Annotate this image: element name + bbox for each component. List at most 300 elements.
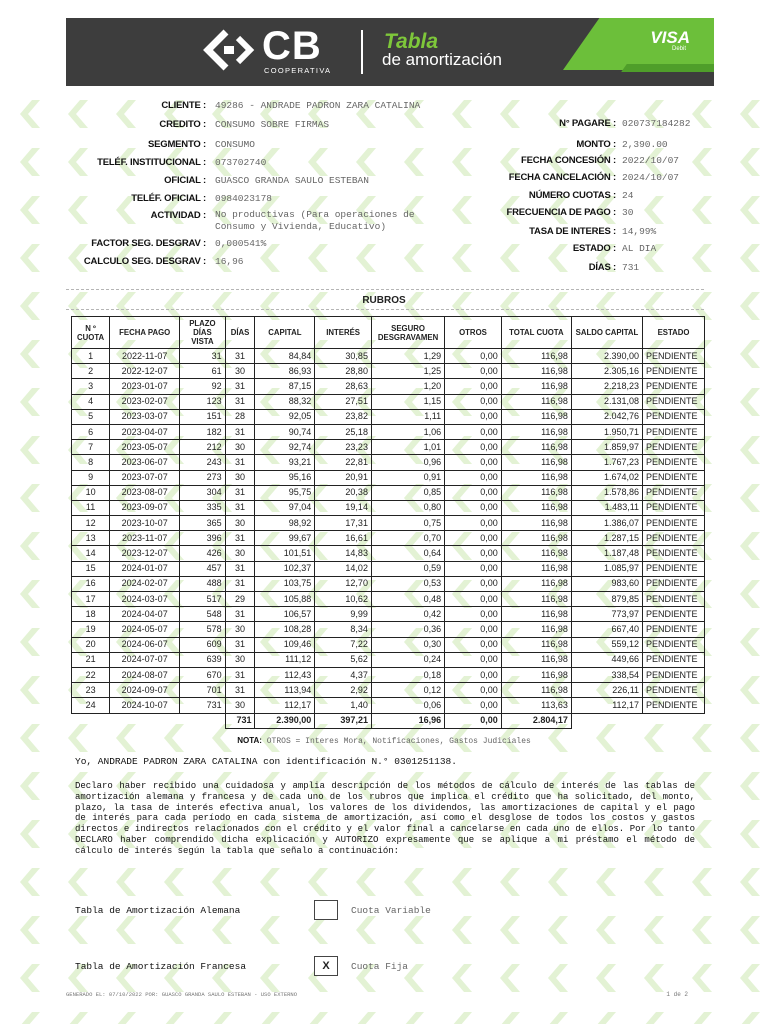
cell-plazo: 548 bbox=[180, 607, 225, 622]
label-oficial: OFICIAL : bbox=[164, 175, 206, 186]
table-row bbox=[72, 424, 705, 439]
cell-plazo: 426 bbox=[180, 546, 225, 561]
cell-saldo: 338,54 bbox=[571, 667, 642, 682]
cell-saldo: 2.218,23 bbox=[571, 379, 642, 394]
cell-seguro: 0,24 bbox=[371, 652, 444, 667]
cell-saldo: 2.131,08 bbox=[571, 394, 642, 409]
header-estado: ESTADO bbox=[643, 317, 705, 349]
cell-saldo: 2.042,76 bbox=[571, 409, 642, 424]
cell-capital: 90,74 bbox=[255, 424, 315, 439]
cell-dias: 30 bbox=[225, 470, 255, 485]
cell-interes: 20,38 bbox=[315, 485, 372, 500]
cell-fecha: 2022-12-07 bbox=[110, 364, 180, 379]
table-row bbox=[72, 622, 705, 637]
header-dias: DÍAS bbox=[225, 317, 255, 349]
cell-cuota: 15 bbox=[72, 561, 110, 576]
cell-saldo: 1.287,15 bbox=[571, 531, 642, 546]
cell-seguro: 0,42 bbox=[371, 607, 444, 622]
cell-interes: 19,14 bbox=[315, 500, 372, 515]
amortization-table bbox=[71, 316, 705, 729]
label-pagare: N° PAGARE : bbox=[559, 118, 616, 129]
cell-fecha: 2024-05-07 bbox=[110, 622, 180, 637]
table-row bbox=[72, 500, 705, 515]
cell-capital: 101,51 bbox=[255, 546, 315, 561]
cell-seguro: 0,91 bbox=[371, 470, 444, 485]
cell-otros: 0,00 bbox=[445, 409, 502, 424]
cell-total: 116,98 bbox=[501, 349, 571, 364]
cell-cuota: 10 bbox=[72, 485, 110, 500]
value-fecha-cancelacion: 2024/10/07 bbox=[622, 172, 680, 183]
cell-total: 116,98 bbox=[501, 485, 571, 500]
cell-plazo: 304 bbox=[180, 485, 225, 500]
cell-cuota: 8 bbox=[72, 455, 110, 470]
cell-dias: 31 bbox=[225, 607, 255, 622]
label-frecuencia-pago: FRECUENCIA DE PAGO : bbox=[506, 207, 616, 218]
cell-fecha: 2023-12-07 bbox=[110, 546, 180, 561]
header-saldo: SALDO CAPITAL bbox=[571, 317, 642, 349]
cell-estado: PENDIENTE bbox=[643, 394, 705, 409]
cell-seguro: 1,20 bbox=[371, 379, 444, 394]
cell-cuota: 13 bbox=[72, 531, 110, 546]
page-title-line1: Tabla bbox=[384, 30, 439, 53]
table-note bbox=[0, 736, 768, 746]
cell-capital: 87,15 bbox=[255, 379, 315, 394]
cell-estado: PENDIENTE bbox=[643, 637, 705, 652]
label-monto: MONTO : bbox=[576, 139, 616, 150]
cb-logo-icon bbox=[198, 28, 258, 76]
cell-fecha: 2024-04-07 bbox=[110, 607, 180, 622]
cell-fecha: 2024-09-07 bbox=[110, 683, 180, 698]
cell-total: 116,98 bbox=[501, 683, 571, 698]
cell-total: 116,98 bbox=[501, 500, 571, 515]
cell-estado: PENDIENTE bbox=[643, 470, 705, 485]
cell-plazo: 670 bbox=[180, 667, 225, 682]
label-telefono-oficial: TELÉF. OFICIAL : bbox=[131, 193, 206, 204]
cell-capital: 103,75 bbox=[255, 576, 315, 591]
table-row bbox=[72, 698, 705, 713]
table-row bbox=[72, 607, 705, 622]
cell-otros: 0,00 bbox=[445, 546, 502, 561]
cell-seguro: 0,75 bbox=[371, 516, 444, 531]
cell-estado: PENDIENTE bbox=[643, 652, 705, 667]
cell-capital: 112,17 bbox=[255, 698, 315, 713]
cell-otros: 0,00 bbox=[445, 440, 502, 455]
option-desc-alemana: Cuota Variable bbox=[351, 905, 431, 916]
cell-interes: 1,40 bbox=[315, 698, 372, 713]
total-seguro: 16,96 bbox=[371, 713, 444, 728]
table-row bbox=[72, 652, 705, 667]
cell-cuota: 18 bbox=[72, 607, 110, 622]
cell-plazo: 365 bbox=[180, 516, 225, 531]
cell-saldo: 1.483,11 bbox=[571, 500, 642, 515]
cell-plazo: 61 bbox=[180, 364, 225, 379]
cell-interes: 12,70 bbox=[315, 576, 372, 591]
section-title-rubros: RUBROS bbox=[362, 295, 406, 306]
cell-total: 116,98 bbox=[501, 516, 571, 531]
option-checkbox-francesa[interactable]: X bbox=[314, 956, 338, 976]
cell-plazo: 578 bbox=[180, 622, 225, 637]
cell-seguro: 0,48 bbox=[371, 592, 444, 607]
value-actividad: No productivas (Para operaciones de Consumo y Vivienda, Educativo) bbox=[215, 209, 415, 232]
cell-capital: 88,32 bbox=[255, 394, 315, 409]
cell-dias: 30 bbox=[225, 698, 255, 713]
cell-otros: 0,00 bbox=[445, 622, 502, 637]
header-banner bbox=[66, 18, 714, 86]
cell-interes: 27,51 bbox=[315, 394, 372, 409]
cell-total: 113,63 bbox=[501, 698, 571, 713]
cell-estado: PENDIENTE bbox=[643, 349, 705, 364]
cell-total: 116,98 bbox=[501, 622, 571, 637]
cell-total: 116,98 bbox=[501, 667, 571, 682]
cell-estado: PENDIENTE bbox=[643, 561, 705, 576]
value-credito: CONSUMO SOBRE FIRMAS bbox=[215, 119, 330, 130]
table-row bbox=[72, 683, 705, 698]
table-row bbox=[72, 576, 705, 591]
table-row bbox=[72, 349, 705, 364]
cell-interes: 5,62 bbox=[315, 652, 372, 667]
cell-plazo: 731 bbox=[180, 698, 225, 713]
value-tasa-interes: 14,99% bbox=[622, 226, 657, 237]
cell-cuota: 1 bbox=[72, 349, 110, 364]
cell-total: 116,98 bbox=[501, 424, 571, 439]
cell-saldo: 879,85 bbox=[571, 592, 642, 607]
header-total: TOTAL CUOTA bbox=[501, 317, 571, 349]
total-empty-cell bbox=[72, 713, 110, 728]
cell-capital: 97,04 bbox=[255, 500, 315, 515]
cell-plazo: 457 bbox=[180, 561, 225, 576]
cell-seguro: 0,80 bbox=[371, 500, 444, 515]
cell-fecha: 2023-11-07 bbox=[110, 531, 180, 546]
cell-fecha: 2022-11-07 bbox=[110, 349, 180, 364]
cell-saldo: 559,12 bbox=[571, 637, 642, 652]
cell-dias: 31 bbox=[225, 455, 255, 470]
total-empty-cell bbox=[180, 713, 225, 728]
table-row bbox=[72, 592, 705, 607]
cell-otros: 0,00 bbox=[445, 364, 502, 379]
value-segmento: CONSUMO bbox=[215, 139, 255, 150]
cell-seguro: 0,64 bbox=[371, 546, 444, 561]
cell-seguro: 0,12 bbox=[371, 683, 444, 698]
footer-generated: GENERADO EL: 07/10/2022 POR: GUASCO GRANDA SAULO ESTEBAN - USO EXTERNO bbox=[66, 991, 298, 998]
cell-dias: 30 bbox=[225, 440, 255, 455]
cell-capital: 106,57 bbox=[255, 607, 315, 622]
cell-otros: 0,00 bbox=[445, 394, 502, 409]
cell-saldo: 1.085,97 bbox=[571, 561, 642, 576]
cell-plazo: 212 bbox=[180, 440, 225, 455]
cell-dias: 31 bbox=[225, 531, 255, 546]
cell-capital: 98,92 bbox=[255, 516, 315, 531]
total-empty-cell bbox=[110, 713, 180, 728]
declaration-intro: Yo, ANDRADE PADRON ZARA CATALINA con identificación N.° 0301251138. bbox=[75, 756, 457, 767]
total-empty-cell bbox=[643, 713, 705, 728]
label-fecha-concesion: FECHA CONCESIÓN : bbox=[521, 155, 616, 166]
label-numero-cuotas: NÚMERO CUOTAS : bbox=[528, 190, 616, 201]
cell-seguro: 0,30 bbox=[371, 637, 444, 652]
value-frecuencia-pago: 30 bbox=[622, 207, 634, 218]
table-row bbox=[72, 440, 705, 455]
cell-cuota: 21 bbox=[72, 652, 110, 667]
cell-dias: 31 bbox=[225, 424, 255, 439]
cell-saldo: 449,66 bbox=[571, 652, 642, 667]
cell-plazo: 182 bbox=[180, 424, 225, 439]
cell-estado: PENDIENTE bbox=[643, 379, 705, 394]
cell-interes: 22,81 bbox=[315, 455, 372, 470]
cell-cuota: 24 bbox=[72, 698, 110, 713]
value-telefono-oficial: 0984023178 bbox=[215, 193, 273, 204]
value-pagare: 020737184282 bbox=[622, 118, 691, 129]
cell-capital: 93,21 bbox=[255, 455, 315, 470]
cell-saldo: 1.187,48 bbox=[571, 546, 642, 561]
cell-seguro: 1,11 bbox=[371, 409, 444, 424]
visa-band bbox=[563, 18, 714, 70]
cell-dias: 31 bbox=[225, 576, 255, 591]
cell-estado: PENDIENTE bbox=[643, 485, 705, 500]
cell-interes: 23,23 bbox=[315, 440, 372, 455]
cell-interes: 8,34 bbox=[315, 622, 372, 637]
label-segmento: SEGMENTO : bbox=[148, 139, 206, 150]
cell-interes: 25,18 bbox=[315, 424, 372, 439]
table-row bbox=[72, 546, 705, 561]
cell-saldo: 1.767,23 bbox=[571, 455, 642, 470]
cell-saldo: 1.386,07 bbox=[571, 516, 642, 531]
cell-dias: 31 bbox=[225, 667, 255, 682]
cell-cuota: 2 bbox=[72, 364, 110, 379]
cell-total: 116,98 bbox=[501, 607, 571, 622]
cell-fecha: 2024-01-07 bbox=[110, 561, 180, 576]
cell-seguro: 0,70 bbox=[371, 531, 444, 546]
header-interes: INTERÉS bbox=[315, 317, 372, 349]
table-row bbox=[72, 364, 705, 379]
cell-interes: 4,37 bbox=[315, 667, 372, 682]
total-total: 2.804,17 bbox=[501, 713, 571, 728]
cell-fecha: 2023-07-07 bbox=[110, 470, 180, 485]
cell-plazo: 517 bbox=[180, 592, 225, 607]
cell-plazo: 396 bbox=[180, 531, 225, 546]
cell-estado: PENDIENTE bbox=[643, 364, 705, 379]
cell-dias: 30 bbox=[225, 546, 255, 561]
label-credito: CREDITO : bbox=[159, 119, 206, 130]
table-row bbox=[72, 485, 705, 500]
cell-plazo: 31 bbox=[180, 349, 225, 364]
cell-capital: 109,46 bbox=[255, 637, 315, 652]
cell-seguro: 1,25 bbox=[371, 364, 444, 379]
cell-seguro: 0,06 bbox=[371, 698, 444, 713]
cell-dias: 31 bbox=[225, 683, 255, 698]
label-telefono-institucional: TELÉF. INSTITUCIONAL : bbox=[97, 157, 206, 168]
cell-otros: 0,00 bbox=[445, 592, 502, 607]
cell-capital: 86,93 bbox=[255, 364, 315, 379]
cell-saldo: 983,60 bbox=[571, 576, 642, 591]
cell-saldo: 112,17 bbox=[571, 698, 642, 713]
table-row bbox=[72, 637, 705, 652]
cell-dias: 31 bbox=[225, 394, 255, 409]
total-otros: 0,00 bbox=[445, 713, 502, 728]
cell-plazo: 243 bbox=[180, 455, 225, 470]
cell-dias: 30 bbox=[225, 364, 255, 379]
table-row bbox=[72, 561, 705, 576]
value-factor-seguro: 0,000541% bbox=[215, 238, 267, 249]
value-dias: 731 bbox=[622, 262, 640, 273]
cell-dias: 30 bbox=[225, 652, 255, 667]
label-fecha-cancelacion: FECHA CANCELACIÓN : bbox=[508, 172, 616, 183]
cell-interes: 28,63 bbox=[315, 379, 372, 394]
footer-page-number: 1 de 2 bbox=[666, 991, 688, 998]
cell-capital: 102,37 bbox=[255, 561, 315, 576]
cell-estado: PENDIENTE bbox=[643, 667, 705, 682]
cell-capital: 113,94 bbox=[255, 683, 315, 698]
cell-total: 116,98 bbox=[501, 592, 571, 607]
visa-logo: VISA bbox=[650, 28, 690, 47]
header-plazo: PLAZO DÍAS VISTA bbox=[180, 317, 225, 349]
cell-capital: 92,74 bbox=[255, 440, 315, 455]
value-telefono-institucional: 073702740 bbox=[215, 157, 267, 168]
label-factor-seguro: FACTOR SEG. DESGRAV : bbox=[91, 238, 206, 249]
cell-otros: 0,00 bbox=[445, 500, 502, 515]
cell-seguro: 1,01 bbox=[371, 440, 444, 455]
cell-total: 116,98 bbox=[501, 561, 571, 576]
cell-estado: PENDIENTE bbox=[643, 607, 705, 622]
brand-subtitle: COOPERATIVA bbox=[264, 66, 332, 75]
cell-saldo: 1.950,71 bbox=[571, 424, 642, 439]
cell-estado: PENDIENTE bbox=[643, 576, 705, 591]
cell-capital: 105,88 bbox=[255, 592, 315, 607]
label-dias: DÍAS : bbox=[588, 262, 616, 273]
cell-fecha: 2024-07-07 bbox=[110, 652, 180, 667]
cell-total: 116,98 bbox=[501, 364, 571, 379]
cell-interes: 7,22 bbox=[315, 637, 372, 652]
cell-plazo: 335 bbox=[180, 500, 225, 515]
note-text: OTROS = Interes Mora, Notificaciones, Gastos Judiciales bbox=[266, 737, 531, 746]
cell-otros: 0,00 bbox=[445, 531, 502, 546]
cell-fecha: 2023-01-07 bbox=[110, 379, 180, 394]
label-estado: ESTADO : bbox=[572, 243, 616, 254]
cell-interes: 16,61 bbox=[315, 531, 372, 546]
cell-saldo: 2.390,00 bbox=[571, 349, 642, 364]
cell-dias: 31 bbox=[225, 349, 255, 364]
cell-fecha: 2023-02-07 bbox=[110, 394, 180, 409]
cell-total: 116,98 bbox=[501, 455, 571, 470]
cell-plazo: 609 bbox=[180, 637, 225, 652]
header-seguro: SEGURO DESGRAVAMEN bbox=[371, 317, 444, 349]
cell-seguro: 0,96 bbox=[371, 455, 444, 470]
cell-fecha: 2024-08-07 bbox=[110, 667, 180, 682]
cell-cuota: 22 bbox=[72, 667, 110, 682]
cell-estado: PENDIENTE bbox=[643, 516, 705, 531]
cell-interes: 17,31 bbox=[315, 516, 372, 531]
cell-plazo: 151 bbox=[180, 409, 225, 424]
table-row bbox=[72, 531, 705, 546]
label-calculo-seguro: CALCULO SEG. DESGRAV : bbox=[83, 256, 206, 267]
cell-otros: 0,00 bbox=[445, 637, 502, 652]
cell-fecha: 2023-03-07 bbox=[110, 409, 180, 424]
cell-estado: PENDIENTE bbox=[643, 409, 705, 424]
cell-cuota: 5 bbox=[72, 409, 110, 424]
cell-otros: 0,00 bbox=[445, 485, 502, 500]
value-fecha-concesion: 2022/10/07 bbox=[622, 155, 680, 166]
cell-cuota: 6 bbox=[72, 424, 110, 439]
cell-estado: PENDIENTE bbox=[643, 622, 705, 637]
cell-plazo: 701 bbox=[180, 683, 225, 698]
option-checkbox-alemana[interactable] bbox=[314, 900, 338, 920]
cell-plazo: 273 bbox=[180, 470, 225, 485]
cell-dias: 30 bbox=[225, 622, 255, 637]
cell-estado: PENDIENTE bbox=[643, 455, 705, 470]
option-desc-francesa: Cuota Fija bbox=[351, 961, 409, 972]
cell-dias: 31 bbox=[225, 561, 255, 576]
cell-interes: 20,91 bbox=[315, 470, 372, 485]
cell-estado: PENDIENTE bbox=[643, 683, 705, 698]
cell-total: 116,98 bbox=[501, 576, 571, 591]
visa-debit-label: Debit bbox=[671, 46, 686, 52]
declaration-text: Declaro haber recibido una cuidadosa y amplia descripción de los métodos de cálculo de interés de las tablas de amortización alemana y francesa y de cada uno de los rubros que implica el crédito que ha solicitado, del monto, plazo, la tasa de interés efectiva anual, los valores de los dividendos, las amortizaciones de capital y el pago de interés para cada período en cada sistema de amortización, así como el desglose de todos los costos y gastos directos e indirectos relacionados con el crédito y el valor final a cancelarse en cada uno de ellos. Por lo tanto DECLARO haber comprendido dicha explicación y AUTORIZO expresamente que se aplique a mi préstamo el método de cálculo de interés según la tabla que señalo a continuación: bbox=[75, 781, 695, 856]
cell-cuota: 16 bbox=[72, 576, 110, 591]
cell-saldo: 226,11 bbox=[571, 683, 642, 698]
cell-plazo: 92 bbox=[180, 379, 225, 394]
cell-saldo: 2.305,16 bbox=[571, 364, 642, 379]
cell-otros: 0,00 bbox=[445, 379, 502, 394]
cell-otros: 0,00 bbox=[445, 516, 502, 531]
cell-cuota: 23 bbox=[72, 683, 110, 698]
cell-otros: 0,00 bbox=[445, 576, 502, 591]
cell-interes: 9,99 bbox=[315, 607, 372, 622]
cell-seguro: 1,29 bbox=[371, 349, 444, 364]
label-actividad: ACTIVIDAD : bbox=[150, 210, 206, 221]
header-divider bbox=[361, 30, 363, 74]
cell-seguro: 0,59 bbox=[371, 561, 444, 576]
cell-total: 116,98 bbox=[501, 470, 571, 485]
cell-total: 116,98 bbox=[501, 546, 571, 561]
total-interes: 397,21 bbox=[315, 713, 372, 728]
cell-otros: 0,00 bbox=[445, 470, 502, 485]
cell-capital: 95,16 bbox=[255, 470, 315, 485]
brand-logo-text: CB bbox=[262, 24, 322, 68]
cell-capital: 84,84 bbox=[255, 349, 315, 364]
cell-otros: 0,00 bbox=[445, 698, 502, 713]
table-row bbox=[72, 409, 705, 424]
table-row bbox=[72, 379, 705, 394]
cell-cuota: 9 bbox=[72, 470, 110, 485]
cell-fecha: 2023-04-07 bbox=[110, 424, 180, 439]
cell-estado: PENDIENTE bbox=[643, 592, 705, 607]
value-numero-cuotas: 24 bbox=[622, 190, 634, 201]
cell-dias: 29 bbox=[225, 592, 255, 607]
header-capital: CAPITAL bbox=[255, 317, 315, 349]
cell-saldo: 1.674,02 bbox=[571, 470, 642, 485]
cell-estado: PENDIENTE bbox=[643, 531, 705, 546]
cell-total: 116,98 bbox=[501, 637, 571, 652]
label-tasa-interes: TASA DE INTERES : bbox=[529, 226, 616, 237]
separator-top bbox=[66, 289, 704, 290]
cell-otros: 0,00 bbox=[445, 683, 502, 698]
cell-dias: 31 bbox=[225, 485, 255, 500]
cell-cuota: 14 bbox=[72, 546, 110, 561]
cell-plazo: 123 bbox=[180, 394, 225, 409]
cell-seguro: 0,36 bbox=[371, 622, 444, 637]
cell-cuota: 11 bbox=[72, 500, 110, 515]
cell-seguro: 0,53 bbox=[371, 576, 444, 591]
cell-total: 116,98 bbox=[501, 531, 571, 546]
total-empty-cell bbox=[571, 713, 642, 728]
cell-interes: 30,85 bbox=[315, 349, 372, 364]
cell-otros: 0,00 bbox=[445, 424, 502, 439]
cell-plazo: 488 bbox=[180, 576, 225, 591]
cell-dias: 30 bbox=[225, 516, 255, 531]
cell-total: 116,98 bbox=[501, 379, 571, 394]
note-label: NOTA: bbox=[237, 736, 262, 745]
cell-estado: PENDIENTE bbox=[643, 440, 705, 455]
cell-dias: 31 bbox=[225, 379, 255, 394]
cell-interes: 10,62 bbox=[315, 592, 372, 607]
